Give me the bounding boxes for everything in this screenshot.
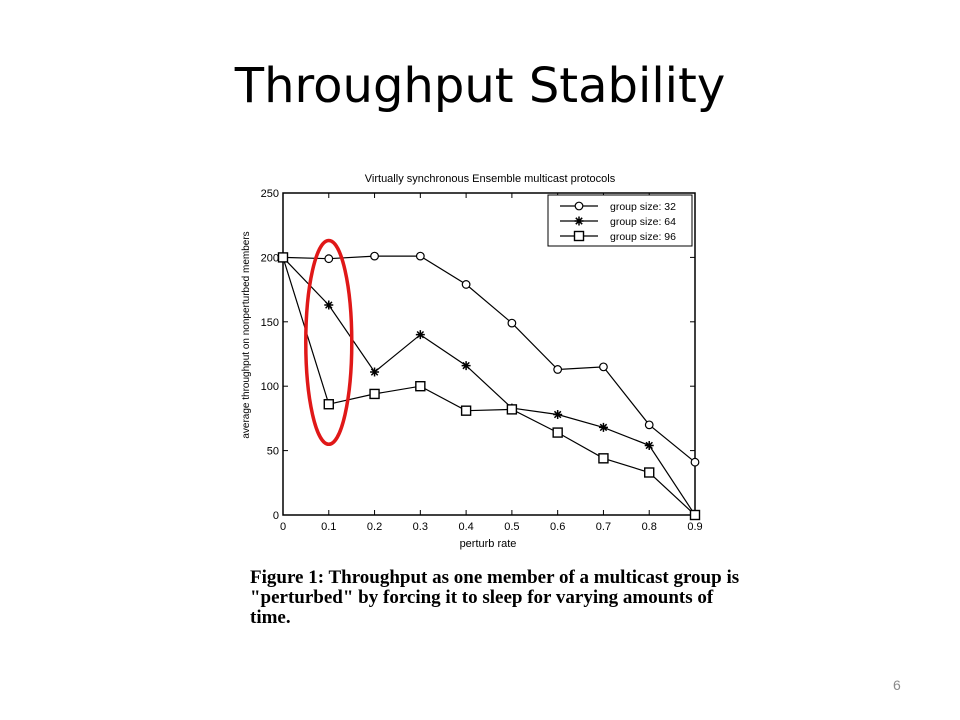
- data-point-star: [553, 410, 562, 419]
- data-point-square: [416, 382, 425, 391]
- y-tick-label: 200: [260, 252, 279, 265]
- data-point-circle: [554, 366, 562, 374]
- x-tick-label: 0.8: [641, 521, 657, 533]
- data-point-circle: [371, 252, 379, 260]
- highlight-ellipse: [306, 241, 352, 445]
- x-tick-label: 0.9: [687, 521, 703, 533]
- x-tick-label: 0.6: [550, 521, 566, 533]
- data-point-circle: [645, 421, 653, 429]
- data-point-circle: [508, 319, 516, 327]
- data-point-star: [370, 368, 379, 377]
- y-tick-label: 100: [260, 381, 279, 394]
- legend-label: group size: 96: [610, 231, 676, 243]
- data-point-star: [416, 330, 425, 339]
- y-tick-label: 250: [260, 188, 279, 200]
- legend: [548, 195, 692, 246]
- y-tick-label: 150: [260, 316, 279, 329]
- data-point-circle: [691, 458, 699, 466]
- slide-title: Throughput Stability: [234, 58, 726, 114]
- legend-label: group size: 64: [610, 216, 676, 228]
- chart-title: Virtually synchronous Ensemble multicast protocols: [364, 173, 616, 185]
- line-chart: [230, 163, 730, 558]
- series-line: [283, 257, 695, 515]
- legend-entry: [560, 231, 676, 243]
- data-point-square: [279, 253, 288, 262]
- data-point-circle: [462, 281, 470, 289]
- x-tick-label: 0.3: [412, 521, 428, 533]
- slide-number: 6: [893, 677, 901, 693]
- x-axis-label: perturb rate: [459, 538, 517, 550]
- x-tick-label: 0.1: [321, 521, 337, 533]
- series-star: [279, 253, 700, 520]
- data-point-circle: [325, 255, 333, 263]
- x-tick-label: 0: [279, 521, 287, 533]
- data-point-circle: [575, 202, 583, 210]
- series-line: [283, 256, 695, 462]
- figure-caption: Figure 1: Throughput as one member of a multicast group is "perturbed" by forcing it to sleep for varying amounts of time.: [250, 567, 740, 628]
- data-point-square: [645, 468, 654, 477]
- y-axis-label: average throughput on nonperturbed members: [241, 231, 252, 439]
- x-tick-label: 0.4: [458, 521, 474, 533]
- data-point-square: [324, 400, 333, 409]
- data-point-square: [691, 511, 700, 520]
- data-point-star: [599, 423, 608, 432]
- data-point-circle: [600, 363, 608, 371]
- data-point-star: [575, 217, 584, 226]
- data-point-square: [553, 428, 562, 437]
- x-tick-label: 0.2: [366, 521, 383, 533]
- legend-label: group size: 32: [610, 201, 676, 213]
- series-lines: [279, 252, 700, 519]
- data-point-star: [645, 441, 654, 450]
- data-point-star: [324, 301, 333, 310]
- data-point-circle: [417, 252, 425, 260]
- y-tick-label: 0: [272, 510, 279, 522]
- data-point-square: [575, 232, 584, 241]
- data-point-square: [507, 405, 516, 414]
- data-point-square: [462, 406, 471, 415]
- data-point-square: [599, 454, 608, 463]
- data-point-square: [370, 389, 379, 398]
- data-point-star: [462, 361, 471, 370]
- x-tick-label: 0.7: [595, 521, 612, 533]
- x-tick-label: 0.5: [504, 521, 520, 533]
- y-tick-label: 50: [266, 445, 279, 458]
- series-circle: [279, 252, 699, 466]
